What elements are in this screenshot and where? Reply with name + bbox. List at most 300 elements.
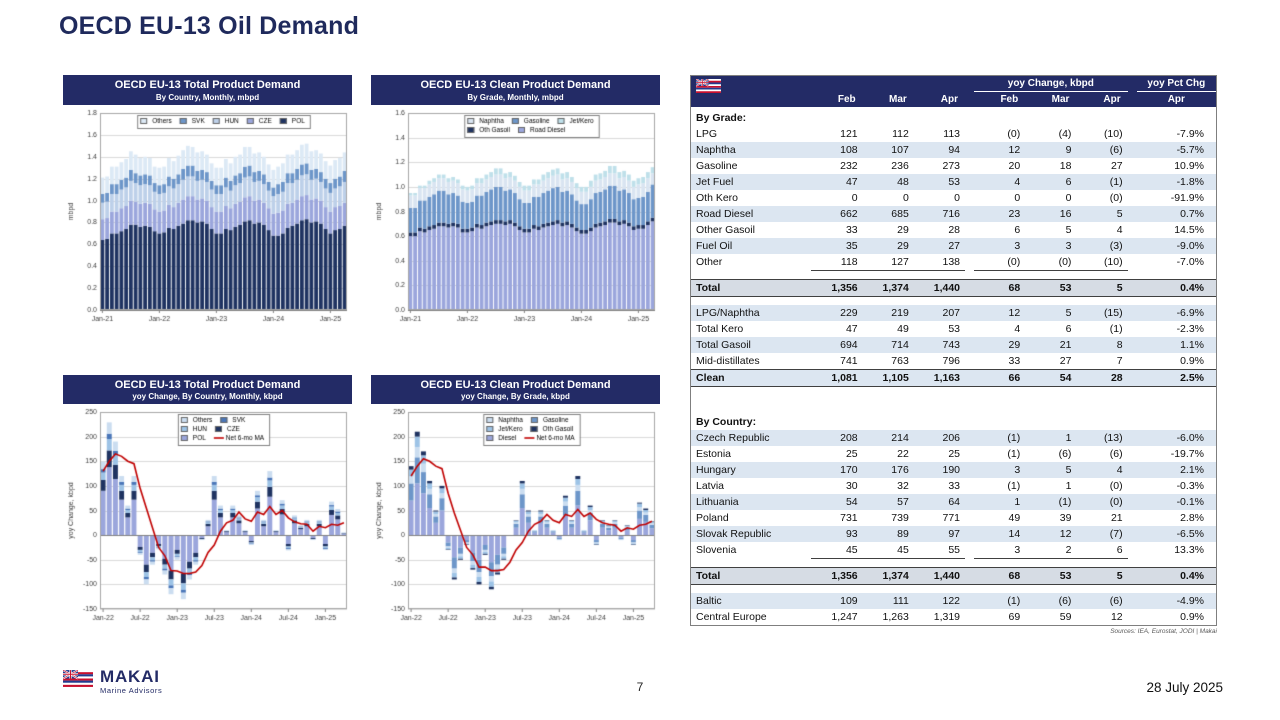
spacer-cell <box>1128 370 1137 387</box>
month-value: 716 <box>914 206 965 222</box>
month-value: 112 <box>892 128 909 140</box>
report-date: 28 July 2025 <box>1146 680 1223 695</box>
row-label: LPG/Naphtha <box>691 305 811 321</box>
yoy-value: (10) <box>1076 254 1127 271</box>
spacer-cell <box>1128 321 1137 337</box>
month-header-mar: Mar <box>863 92 914 108</box>
month-value: 1,356 <box>811 280 862 297</box>
chart-title: OECD EU-13 Total Product Demand <box>114 378 301 391</box>
yoy-value: 68 <box>974 568 1025 585</box>
chart-panel-header <box>63 75 352 105</box>
chart-subtitle: yoy Change, By Grade, kbpd <box>461 392 570 402</box>
chart-subtitle: yoy Change, By Country, Monthly, kbpd <box>132 392 283 402</box>
month-value: 796 <box>942 355 961 367</box>
month-value: 30 <box>845 480 858 492</box>
yoy-value: 5 <box>1076 206 1127 222</box>
table-row-lpg-naphtha <box>691 305 1216 321</box>
yoy-value: (6) <box>1025 593 1076 609</box>
yoy-value: (1) <box>1007 448 1021 460</box>
month-header-apr: Apr <box>914 92 965 108</box>
row-label: Other Gasoil <box>696 224 755 236</box>
total-by-country-chart <box>63 105 352 330</box>
pct-value: -5.7% <box>1137 142 1216 158</box>
table-section-by-grade <box>691 107 1216 126</box>
clean-by-grade-chart <box>371 105 660 330</box>
spacer-cell <box>1128 126 1137 142</box>
month-value: 1,440 <box>914 568 965 585</box>
table-row-poland <box>691 510 1216 526</box>
table-header <box>691 76 1216 107</box>
spacer-cell <box>965 494 974 510</box>
row-label: Total Gasoil <box>691 337 811 353</box>
month-value: 57 <box>863 494 914 510</box>
row-label: Czech Republic <box>691 430 811 446</box>
spacer-cell <box>965 142 974 158</box>
yoy-value: 28 <box>1076 370 1127 387</box>
row-label: Fuel Oil <box>691 238 811 254</box>
yoy-value: 0 <box>1014 192 1021 204</box>
table-row-mid-distillates <box>691 353 1216 370</box>
month-value: 45 <box>811 542 862 559</box>
yoy-value: (1) <box>974 430 1025 446</box>
table-row-baltic <box>691 593 1216 609</box>
month-value: 662 <box>811 206 862 222</box>
row-label: Central Europe <box>696 611 767 623</box>
month-value: 1,374 <box>863 568 914 585</box>
row-label: Oth Kero <box>696 192 739 204</box>
spacer-cell <box>965 370 974 387</box>
spacer-cell <box>1128 446 1137 462</box>
month-value: 33 <box>948 480 961 492</box>
pct-value: -6.9% <box>1137 305 1216 321</box>
yoy-value: 5 <box>1065 224 1072 236</box>
table-gap-row <box>691 297 1216 306</box>
yoy-month-header-feb: Feb <box>974 92 1025 108</box>
spacer-cell <box>965 190 974 206</box>
spacer-cell <box>1128 609 1137 625</box>
table-section-by-country <box>691 411 1216 430</box>
spacer-cell <box>1128 494 1137 510</box>
yoy-pct-group-header: yoy Pct Chg <box>1137 76 1216 92</box>
table-row-gasoline <box>691 158 1216 174</box>
yoy-value: (1) <box>974 593 1025 609</box>
row-label: Poland <box>696 512 729 524</box>
row-label: Total Kero <box>696 323 744 335</box>
logo-name: MAKAI <box>100 667 160 686</box>
spacer-cell <box>1128 337 1137 353</box>
month-value: 694 <box>811 337 862 353</box>
yoy-value: 4 <box>1116 224 1123 236</box>
yoy-value: 12 <box>974 305 1025 321</box>
yoy-value: 49 <box>1008 512 1021 524</box>
spacer-cell <box>965 126 974 142</box>
month-value: 47 <box>845 323 858 335</box>
yoy-value: 39 <box>1059 512 1072 524</box>
yoy-value: 59 <box>1059 611 1072 623</box>
month-value: 113 <box>943 128 961 140</box>
month-value: 207 <box>914 305 965 321</box>
table-row-slovenia <box>691 542 1216 559</box>
yoy-value: 4 <box>1076 462 1127 478</box>
header-spacer <box>965 76 974 107</box>
month-value: 127 <box>863 254 914 271</box>
yoy-month-header-mar: Mar <box>1025 92 1076 108</box>
gap-cell <box>691 585 1216 594</box>
logo-tagline: Marine Advisors <box>100 686 163 695</box>
chart-title: OECD EU-13 Clean Product Demand <box>420 378 611 391</box>
sources-note: Sources: IEA, Eurostat, JODI | Makai <box>1110 628 1217 635</box>
table-row-lithuania <box>691 494 1216 510</box>
yoy-value: 5 <box>1076 568 1127 585</box>
yoy-value: 21 <box>1110 512 1123 524</box>
row-label: Estonia <box>696 448 732 460</box>
month-value: 763 <box>891 355 909 367</box>
row-label: LPG <box>696 128 718 140</box>
month-value: 232 <box>840 160 858 172</box>
table-row-total <box>691 568 1216 585</box>
table-body <box>691 107 1216 625</box>
month-value: 22 <box>897 448 909 460</box>
yoy-value: 23 <box>974 206 1025 222</box>
yoy-value: (6) <box>1109 448 1123 460</box>
month-value: 1,319 <box>933 611 961 623</box>
month-value: 741 <box>840 355 858 367</box>
yoy-value: 6 <box>1076 542 1127 559</box>
yoy-value: 5 <box>1025 305 1076 321</box>
chart-panel-header <box>371 75 660 105</box>
pct-value: 10.9% <box>1174 160 1204 172</box>
pct-month-header-apr: Apr <box>1137 92 1216 108</box>
section-label: By Grade: <box>696 112 747 124</box>
chart-panel-clean-by-grade <box>371 75 660 330</box>
month-header-feb: Feb <box>811 92 862 108</box>
yoy-value: (4) <box>1058 128 1072 140</box>
table-gap-row <box>691 585 1216 594</box>
pct-value: 0.9% <box>1180 611 1204 623</box>
month-value: 1,163 <box>914 370 965 387</box>
yoy-value: 6 <box>1014 224 1021 236</box>
yoy-value: 68 <box>974 280 1025 297</box>
yoy-value: (0) <box>1109 192 1123 204</box>
yoy-value: 5 <box>1076 280 1127 297</box>
month-value: 229 <box>811 305 862 321</box>
month-value: 214 <box>863 430 914 446</box>
yoy-value: 53 <box>1025 280 1076 297</box>
row-label: Hungary <box>691 462 811 478</box>
yoy-value: 21 <box>1025 337 1076 353</box>
spacer-cell <box>1128 568 1137 585</box>
pct-value: 13.3% <box>1174 544 1204 557</box>
gap-cell <box>691 559 1216 568</box>
demand-table <box>691 76 1216 625</box>
month-value: 0 <box>954 192 961 204</box>
row-label: Total <box>691 280 811 297</box>
yoy-value: 5 <box>1025 462 1076 478</box>
spacer-cell <box>965 254 974 271</box>
row-label: Latvia <box>696 480 725 492</box>
month-value: 55 <box>914 542 965 559</box>
month-value: 731 <box>840 512 858 524</box>
month-value: 45 <box>863 542 914 559</box>
month-value: 89 <box>863 526 914 542</box>
spacer-cell <box>965 478 974 494</box>
spacer-cell <box>1128 305 1137 321</box>
yoy-value: (0) <box>1025 254 1076 271</box>
pct-value: -7.0% <box>1176 256 1204 269</box>
month-value: 739 <box>891 512 909 524</box>
month-value: 64 <box>914 494 965 510</box>
yoy-value: 3 <box>974 462 1025 478</box>
pct-value: 2.1% <box>1137 462 1216 478</box>
month-value: 53 <box>948 323 961 335</box>
table-row-lpg <box>691 126 1216 142</box>
spacer-cell <box>1128 206 1137 222</box>
gap-cell <box>691 387 1216 412</box>
yoy-value: 1 <box>974 494 1025 510</box>
table-row-jet-fuel <box>691 174 1216 190</box>
month-value: 1,105 <box>863 370 914 387</box>
spacer-cell <box>965 305 974 321</box>
spacer-cell <box>1128 510 1137 526</box>
pct-value: -1.8% <box>1137 174 1216 190</box>
chart-panel-header <box>371 375 660 405</box>
row-label: Jet Fuel <box>691 174 811 190</box>
yoy-value: 12 <box>1025 526 1076 542</box>
month-value: 0 <box>902 192 909 204</box>
yoy-value: 27 <box>1110 160 1123 172</box>
spacer-cell <box>1128 593 1137 609</box>
spacer-cell <box>1128 542 1137 559</box>
yoy-value: (7) <box>1076 526 1127 542</box>
table-row-estonia <box>691 446 1216 462</box>
yoy-value: 8 <box>1076 337 1127 353</box>
spacer-cell <box>965 568 974 585</box>
yoy-value: 3 <box>974 542 1025 559</box>
month-value: 94 <box>914 142 965 158</box>
chart-panel-total-by-country <box>63 75 352 330</box>
table-row-hungary <box>691 462 1216 478</box>
yoy-value: 29 <box>974 337 1025 353</box>
table-row-other-gasoil <box>691 222 1216 238</box>
month-value: 35 <box>811 238 862 254</box>
month-value: 28 <box>948 224 961 236</box>
month-value: 47 <box>811 174 862 190</box>
pct-value: 0.4% <box>1137 280 1216 297</box>
spacer-cell <box>1128 174 1137 190</box>
month-value: 32 <box>897 480 909 492</box>
header-spacer <box>811 76 965 92</box>
month-value: 49 <box>897 323 909 335</box>
pct-value: 0.4% <box>1137 568 1216 585</box>
row-label: Total <box>691 568 811 585</box>
month-value: 29 <box>897 224 909 236</box>
month-value: 273 <box>942 160 961 172</box>
yoy-value: 0 <box>1065 192 1072 204</box>
spacer-cell <box>965 510 974 526</box>
pct-value: 14.5% <box>1174 224 1204 236</box>
pct-value: 0.9% <box>1180 355 1204 367</box>
month-value: 1,263 <box>882 611 909 623</box>
yoy-value: (0) <box>974 254 1025 271</box>
pct-value: -6.0% <box>1137 430 1216 446</box>
charts-grid <box>63 75 660 629</box>
yoy-value: 53 <box>1025 568 1076 585</box>
pct-value: 2.8% <box>1180 512 1204 524</box>
yoy-value: 12 <box>974 142 1025 158</box>
spacer-cell <box>1128 222 1137 238</box>
pct-value: -7.9% <box>1176 128 1204 140</box>
spacer-cell <box>965 446 974 462</box>
month-value: 121 <box>840 128 858 140</box>
month-value: 33 <box>845 224 858 236</box>
yoy-value: (0) <box>1076 494 1127 510</box>
yoy-value: 20 <box>1008 160 1021 172</box>
pct-value: -6.5% <box>1137 526 1216 542</box>
yoy-value: (13) <box>1076 430 1127 446</box>
spacer-cell <box>965 526 974 542</box>
table-row-latvia <box>691 478 1216 494</box>
row-label: Road Diesel <box>691 206 811 222</box>
table-row-oth-kero <box>691 190 1216 206</box>
row-label: Gasoline <box>696 160 738 172</box>
spacer-cell <box>965 542 974 559</box>
month-value: 190 <box>914 462 965 478</box>
yoy-value: (15) <box>1076 305 1127 321</box>
month-value: 1,247 <box>831 611 858 623</box>
yoy-value: 4 <box>974 174 1025 190</box>
month-value: 219 <box>863 305 914 321</box>
spacer-cell <box>1128 158 1137 174</box>
month-value: 111 <box>863 593 914 609</box>
spacer-cell <box>1128 254 1137 271</box>
month-value: 122 <box>914 593 965 609</box>
yoy-value: 6 <box>1065 323 1072 335</box>
yoy-value: 54 <box>1025 370 1076 387</box>
month-value: 27 <box>914 238 965 254</box>
month-value: 25 <box>948 448 961 460</box>
row-label: Baltic <box>691 593 811 609</box>
month-value: 1,356 <box>811 568 862 585</box>
month-value: 208 <box>811 430 862 446</box>
month-value: 1,374 <box>863 280 914 297</box>
yoy-value: 12 <box>1110 611 1123 623</box>
chart-panel-header <box>63 375 352 405</box>
spacer-cell <box>965 593 974 609</box>
gap-cell <box>691 271 1216 280</box>
yoy-value: (1) <box>1109 323 1123 335</box>
spacer-cell <box>1128 238 1137 254</box>
month-value: 25 <box>845 448 858 460</box>
chart-panel-total-yoy-by-country <box>63 375 352 630</box>
spacer-cell <box>1128 280 1137 297</box>
yoy-value: (0) <box>1007 128 1021 140</box>
spacer-cell <box>965 206 974 222</box>
month-value: 108 <box>811 142 862 158</box>
section-label: By Country: <box>696 416 757 428</box>
yoy-value: 33 <box>1008 355 1021 367</box>
month-value: 53 <box>914 174 965 190</box>
month-value: 170 <box>811 462 862 478</box>
row-label: Clean <box>691 370 811 387</box>
month-value: 743 <box>914 337 965 353</box>
month-value: 29 <box>863 238 914 254</box>
yoy-value: 3 <box>1025 238 1076 254</box>
yoy-value: 4 <box>1014 323 1021 335</box>
month-value: 771 <box>942 512 961 524</box>
spacer-cell <box>965 174 974 190</box>
page-number: 7 <box>636 680 644 694</box>
month-value: 138 <box>914 254 965 271</box>
spacer-cell <box>965 337 974 353</box>
row-label: Other <box>696 256 723 269</box>
row-label: Slovak Republic <box>691 526 811 542</box>
pct-value: -91.9% <box>1170 192 1204 204</box>
yoy-value: 7 <box>1116 355 1123 367</box>
yoy-value: 18 <box>1059 160 1072 172</box>
spacer-cell <box>965 222 974 238</box>
table-gap-row <box>691 387 1216 412</box>
yoy-value: (0) <box>1109 480 1123 492</box>
row-label: Lithuania <box>691 494 811 510</box>
spacer-cell <box>1128 190 1137 206</box>
pct-value: 2.5% <box>1137 370 1216 387</box>
yoy-value: 16 <box>1025 206 1076 222</box>
spacer-cell <box>965 430 974 446</box>
month-value: 714 <box>863 337 914 353</box>
yoy-value: (6) <box>1058 448 1072 460</box>
table-row-slovak-republic <box>691 526 1216 542</box>
spacer-cell <box>1128 142 1137 158</box>
spacer-cell <box>1128 526 1137 542</box>
month-value: 236 <box>891 160 909 172</box>
yoy-value: (1) <box>1007 480 1021 492</box>
total-yoy-by-country-chart <box>63 404 352 629</box>
spacer-cell <box>1128 353 1137 370</box>
yoy-month-header-apr: Apr <box>1076 92 1127 108</box>
yoy-value: 14 <box>974 526 1025 542</box>
table-row-total-gasoil <box>691 337 1216 353</box>
demand-table-container <box>690 75 1217 635</box>
month-value: 93 <box>811 526 862 542</box>
table-row-other <box>691 254 1216 271</box>
spacer-cell <box>965 280 974 297</box>
month-value: 54 <box>811 494 862 510</box>
table-row-czech-republic <box>691 430 1216 446</box>
yoy-value: 3 <box>974 238 1025 254</box>
chart-panel-clean-yoy-by-grade <box>371 375 660 630</box>
yoy-value: 66 <box>974 370 1025 387</box>
yoy-value: (1) <box>1076 174 1127 190</box>
chart-title: OECD EU-13 Clean Product Demand <box>420 79 611 91</box>
yoy-change-group-header: yoy Change, kbpd <box>974 76 1128 92</box>
pct-value: 1.1% <box>1137 337 1216 353</box>
month-value: 107 <box>863 142 914 158</box>
table-row-naphtha <box>691 142 1216 158</box>
row-label: Slovenia <box>696 544 737 557</box>
spacer-cell <box>1128 462 1137 478</box>
spacer-cell <box>1128 478 1137 494</box>
table-row-total-kero <box>691 321 1216 337</box>
month-value: 206 <box>914 430 965 446</box>
table-row-central-europe <box>691 609 1216 625</box>
chart-subtitle: By Grade, Monthly, mbpd <box>467 92 564 102</box>
pct-value: -4.9% <box>1137 593 1216 609</box>
yoy-value: (1) <box>1025 494 1076 510</box>
hawaii-flag-icon <box>691 76 811 107</box>
yoy-value: 69 <box>1008 611 1021 623</box>
page-title: OECD EU-13 Oil Demand <box>59 12 360 40</box>
spacer-cell <box>1128 430 1137 446</box>
